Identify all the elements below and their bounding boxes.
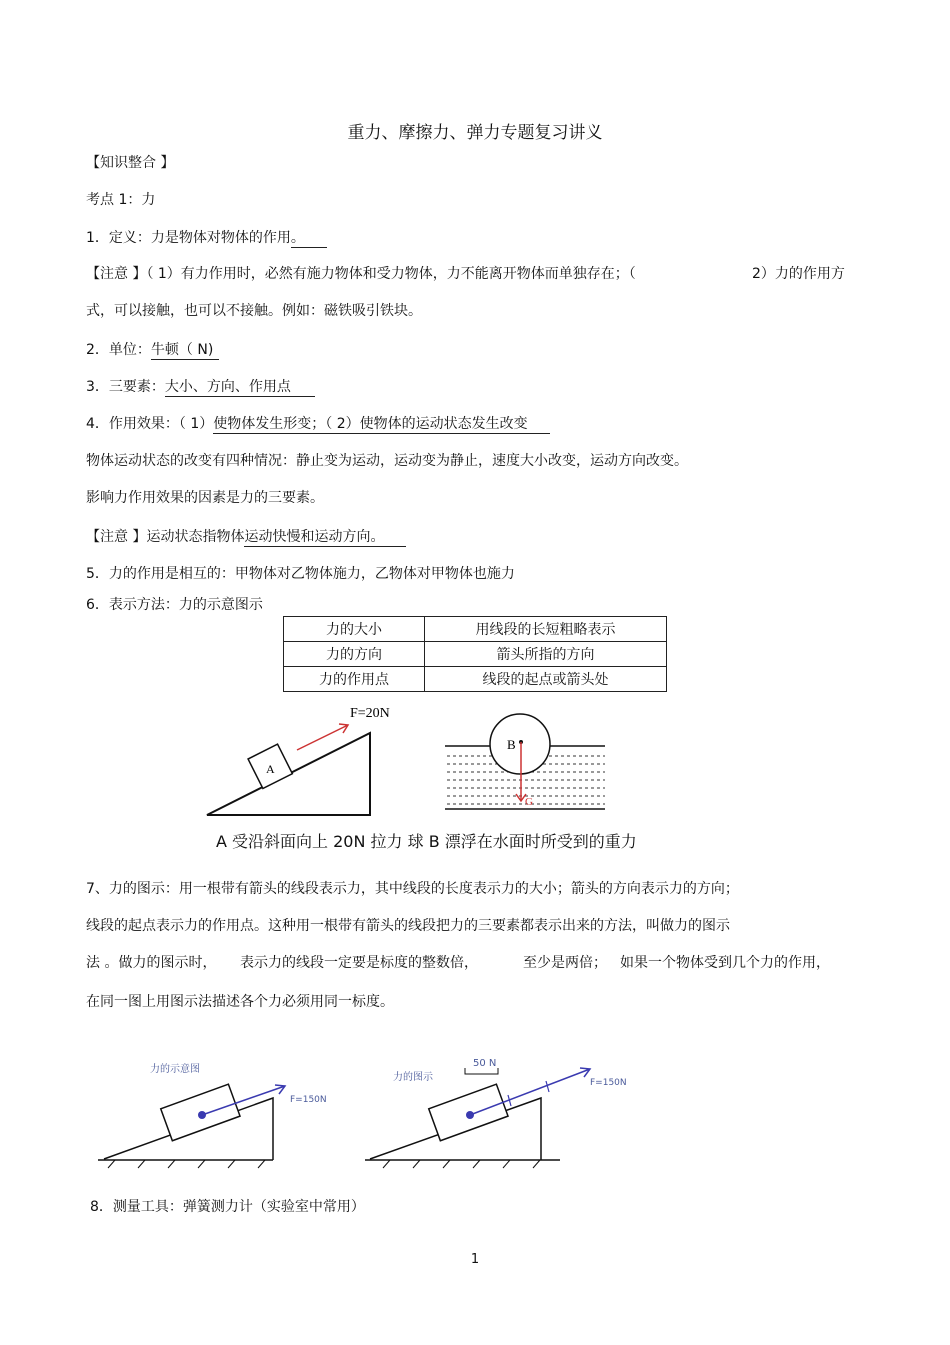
ball-b	[490, 714, 550, 774]
definition-line	[86, 227, 327, 247]
force-figure-line3c: 至少是两倍；	[523, 955, 607, 971]
effect-label: 4．作用效果：（ 1）	[86, 416, 214, 432]
note1-line1: 【注意 】（ 1）有力作用时，必然有施力物体和受力物体，力不能离开物体而单独存在；（	[86, 266, 636, 282]
table-cell: 力的作用点	[284, 667, 425, 692]
force-figure-line2: 线段的起点表示力的作用点。这种用一根带有箭头的线段把力的三要素都表示出来的方法，叫做力的图示	[86, 918, 730, 934]
table-row	[284, 642, 667, 667]
force-label: F=150N	[590, 1078, 627, 1088]
unit-line	[86, 339, 219, 359]
pull-force-arrow	[297, 725, 348, 750]
note2-underlined: 运动快慢和运动方向	[244, 529, 371, 545]
factors-text: 影响力作用效果的因素是力的三要素。	[86, 490, 324, 506]
table-cell: 线段的起点或箭头处	[425, 667, 667, 692]
force-figure-diagram	[365, 1058, 627, 1168]
three-elements-line	[86, 376, 315, 396]
force-figure-line3d: 如果一个物体受到几个力的作用，	[620, 955, 830, 971]
force-figure-line3b: 表示力的线段一定要是标度的整数倍，	[240, 955, 478, 971]
force-figure-line3a: 法 。做力的图示时，	[86, 955, 217, 971]
figure-caption: A 受沿斜面向上 20N 拉力 球 B 漂浮在水面时所受到的重力	[216, 832, 637, 851]
force-figure-line1: 7、力的图示：用一根带有箭头的线段表示力，其中线段的长度表示力的大小；箭头的方向表示力的方向；	[86, 881, 739, 897]
unit-label: 2．单位：	[86, 342, 151, 358]
table-cell: 力的方向	[284, 642, 425, 667]
schematic-diagram	[98, 1062, 327, 1168]
schematic-title: 力的示意图	[150, 1064, 200, 1075]
definition-end: 。	[291, 230, 327, 248]
effect-line	[86, 413, 550, 433]
block-a-label: A	[266, 762, 275, 776]
note2-end: 。	[370, 529, 406, 547]
kaodian-heading: 考点 1：力	[86, 192, 156, 208]
force-label: F=150N	[290, 1095, 327, 1105]
force-figure-comparison	[90, 1050, 650, 1180]
incline-diagram	[207, 706, 390, 815]
unit-value: 牛顿（ N)	[151, 342, 219, 360]
figure-title: 力的图示	[393, 1072, 433, 1083]
page-number: 1	[470, 1252, 480, 1267]
mutual-force-text: 5．力的作用是相互的：甲物体对乙物体施力，乙物体对甲物体也施力	[86, 566, 515, 582]
motion-state-text: 物体运动状态的改变有四种情况：静止变为运动，运动变为静止，速度大小改变，运动方向改变。	[86, 453, 688, 469]
table-cell: 箭头所指的方向	[425, 642, 667, 667]
three-elements-label: 3．三要素：	[86, 379, 165, 395]
ground-hatch	[383, 1160, 540, 1168]
floating-ball-diagram	[445, 714, 605, 809]
table-row	[284, 617, 667, 642]
gravity-label: G	[525, 796, 533, 808]
table-cell: 用线段的长短粗略表示	[425, 617, 667, 642]
force-figure-line4: 在同一图上用图示法描述各个力必须用同一标度。	[86, 994, 394, 1010]
note1-line1-tail: 2）力的作用方	[752, 266, 845, 282]
ground-hatch	[108, 1160, 265, 1168]
ball-b-label: B	[507, 737, 516, 752]
page-title: 重力、摩擦力、弹力专题复习讲义	[347, 123, 603, 143]
scale-label: 50 N	[473, 1058, 497, 1069]
table-cell: 力的大小	[284, 617, 425, 642]
definition-text: 1．定义：力是物体对物体的作用	[86, 230, 291, 246]
three-elements-value: 大小、方向、作用点	[165, 379, 315, 397]
effect-separator: ；（ 2）	[311, 416, 360, 432]
table-row	[284, 667, 667, 692]
pull-force-label: F=20N	[350, 706, 390, 721]
effect-motion: 使物体的运动状态发生改变	[360, 416, 550, 434]
note2-label: 【注意 】运动状态指物体	[86, 529, 245, 545]
force-elements-table	[283, 616, 667, 692]
note1-line2: 式，可以接触，也可以不接触。例如：磁铁吸引铁块。	[86, 303, 422, 319]
section-heading: 【知识整合 】	[86, 155, 175, 171]
note2-line	[86, 526, 406, 546]
effect-deform: 使物体发生形变	[213, 416, 312, 432]
measuring-tool-text: 8．测量工具：弹簧测力计（实验室中常用）	[90, 1199, 365, 1215]
representation-text: 6．表示方法：力的示意图示	[86, 597, 263, 613]
